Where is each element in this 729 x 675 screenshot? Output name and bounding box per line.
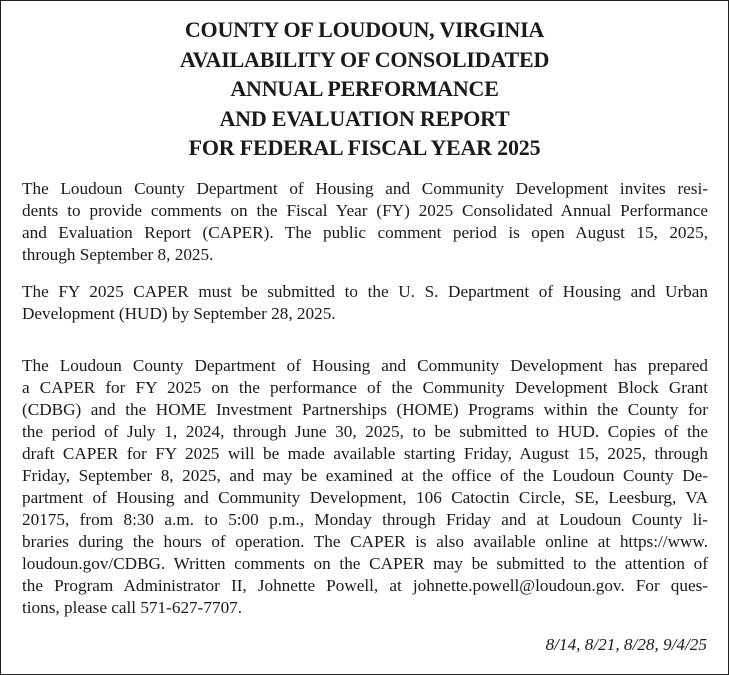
title-line: ANNUAL PERFORMANCE — [230, 76, 499, 101]
text-line: Friday, September 8, 2025, and may be examined at the office of the Loudoun County De- — [22, 466, 708, 485]
publication-dates: 8/14, 8/21, 8/28, 9/4/25 — [545, 635, 707, 654]
text-line: tions, please call 571-627-7707. — [22, 598, 243, 617]
text-line: the period of July 1, 2024, through June 30, 2025, to be submitted to HUD. Copies of the — [22, 422, 708, 441]
text-line: a CAPER for FY 2025 on the performance of the Community Development Block Grant — [22, 378, 708, 397]
title-line: COUNTY OF LOUDOUN, VIRGINIA — [184, 17, 545, 42]
text-line: loudoun.gov/CDBG. Written comments on the CAPER may be submitted to the attention of — [22, 554, 708, 573]
text-line: The FY 2025 CAPER must be submitted to the U. S. Department of Housing and Urban — [22, 282, 708, 301]
text-line: through September 8, 2025. — [22, 245, 214, 264]
text-line: draft CAPER for FY 2025 will be made available starting Friday, August 15, 2025, through — [22, 444, 708, 463]
text-line: dents to provide comments on the Fiscal Year (FY) 2025 Consolidated Annual Performance — [22, 201, 708, 220]
notice-title — [1, 15, 728, 163]
paragraph-details — [22, 355, 708, 619]
paragraph-invitation — [22, 178, 708, 266]
title-line: AVAILABILITY OF CONSOLIDATED — [179, 46, 550, 72]
text-line: The Loudoun County Department of Housing and Community Development has prepared — [22, 356, 708, 375]
text-line: (CDBG) and the HOME Investment Partnerships (HOME) Programs within the County for — [22, 400, 708, 419]
paragraph-deadline — [22, 281, 708, 325]
text-line: and Evaluation Report (CAPER). The public comment period is open August 15, 2025, — [22, 223, 708, 242]
text-line: Development (HUD) by September 28, 2025. — [22, 304, 336, 323]
title-line: AND EVALUATION REPORT — [219, 105, 510, 131]
title-line: FOR FEDERAL FISCAL YEAR 2025 — [188, 135, 541, 160]
text-line: The Loudoun County Department of Housing and Community Development invites resi- — [22, 179, 708, 198]
text-line: partment of Housing and Community Development, 106 Catoctin Circle, SE, Leesburg, VA — [22, 488, 708, 507]
text-line: braries during the hours of operation. The CAPER is also available online at https://www. — [22, 532, 708, 551]
text-line: the Program Administrator II, Johnette Powell, at johnette.powell@loudoun.gov. For ques- — [22, 576, 708, 595]
text-line: 20175, from 8:30 a.m. to 5:00 p.m., Monday through Friday and at Loudoun County li- — [22, 510, 708, 529]
